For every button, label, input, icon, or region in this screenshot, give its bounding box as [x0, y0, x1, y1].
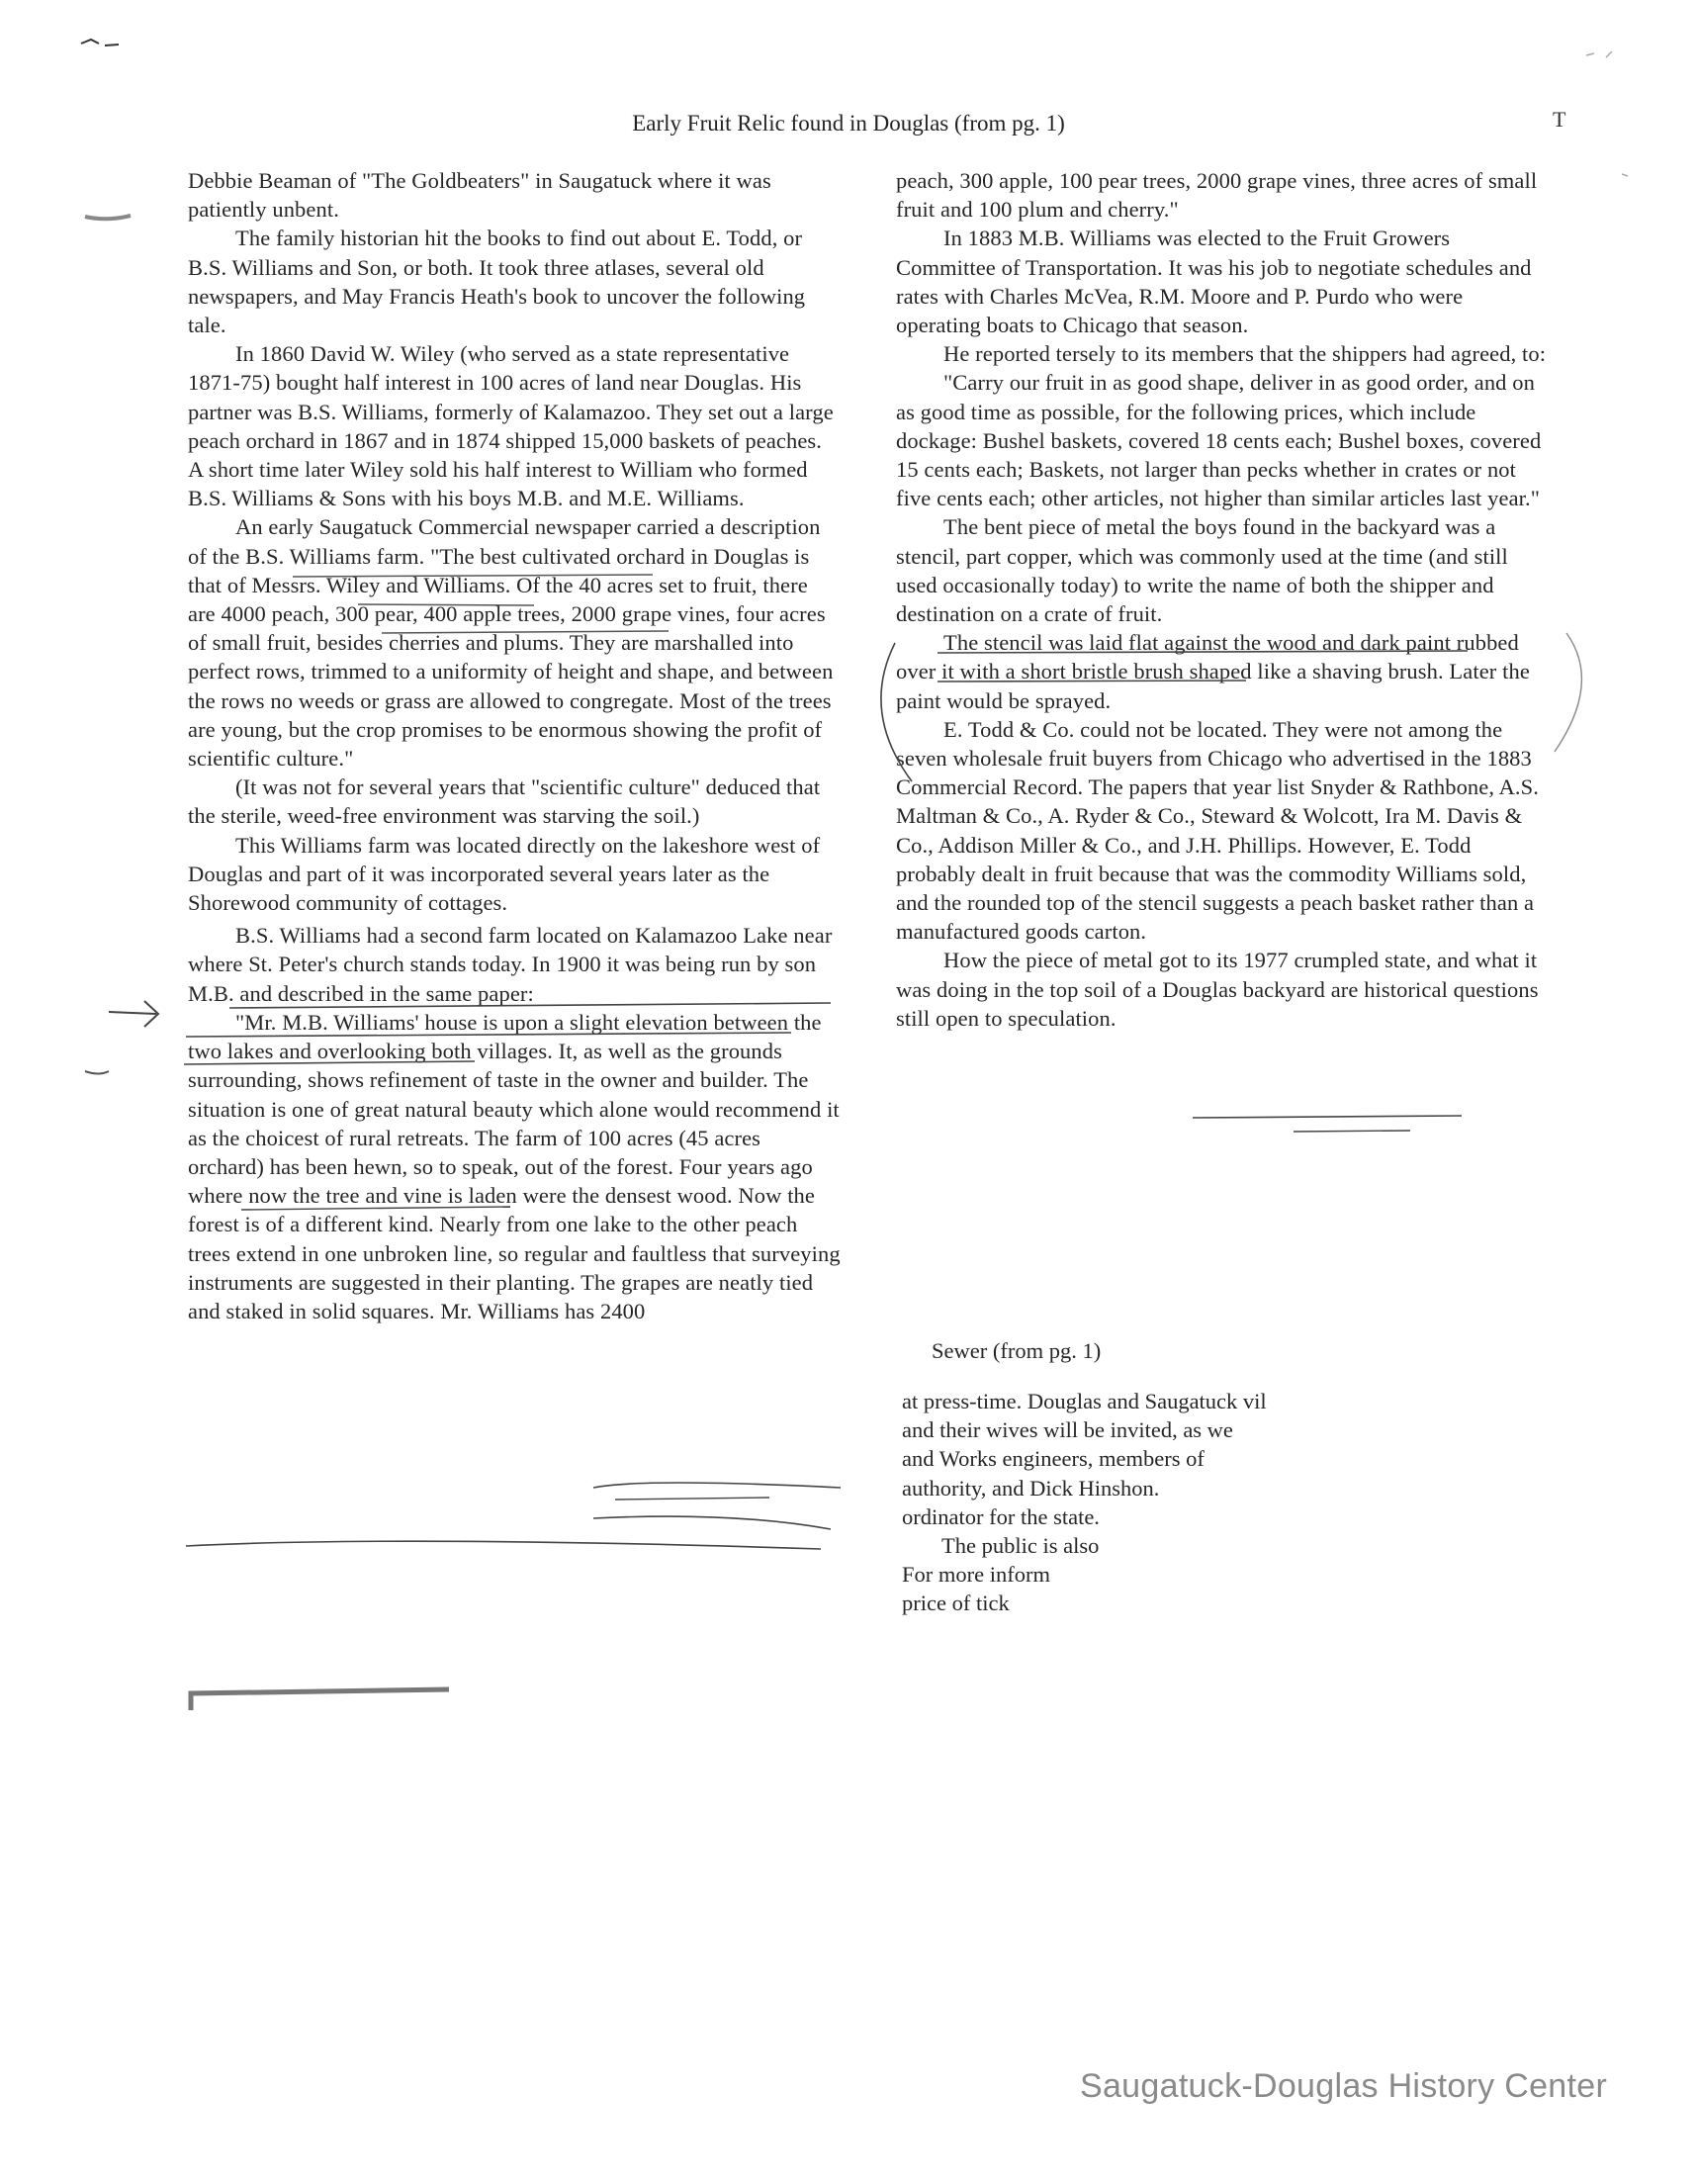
- circle-mark: [593, 1483, 841, 1529]
- underline: [358, 604, 534, 605]
- paragraph: In 1860 David W. Wiley (who served as a state representative 1871-75) bought half interest in 100 acres of land near Douglas. His partner was B.S. Williams, formerly of Kalamazoo. They set out a large peach orchard in 1867 and in 1874 shipped 15,000 baskets of peaches. A short time later Wiley sold his half interest to William who formed B.S. Williams & Sons with his boys M.B. and M.E. Williams.: [188, 341, 834, 511]
- arrow-icon: [109, 1001, 158, 1027]
- underline: [938, 651, 1468, 653]
- underline: [938, 681, 1246, 682]
- text-line: authority, and Dick Hinshon.: [902, 1475, 1160, 1501]
- paragraph: peach, 300 apple, 100 pear trees, 2000 grape vines, three acres of small fruit and 100 plum and cherry.": [896, 168, 1538, 223]
- paragraph: B.S. Williams had a second farm located on Kalamazoo Lake near where St. Peter's church stands today. In 1900 it was being run by son M.B. and described in the same paper:: [188, 923, 833, 1006]
- paragraph: The family historian hit the books to find out about E. Todd, or B.S. Williams and Son, or both. It took three atlases, several old newspapers, and May Francis Heath's book to uncover the following tale.: [188, 226, 806, 338]
- paragraph: E. Todd & Co. could not be located. They were not among the seven wholesale fruit buyers from Chicago who advertised in the 1883 Commercial Record. The papers that year list Snyder & Rathbone, A.S. Maltman & Co., A. Ryder & Co., Steward & Wolcott, Ira M. Davis & Co., Addison Miller & Co., and J.H. Phillips. However, E. Todd probably dealt in fruit because that was the commodity Williams sold, and the rounded top of the stencil suggests a peach basket rather than a manufactured goods carton.: [896, 716, 1539, 945]
- bracket-mark: [1555, 633, 1581, 752]
- margin-dash: [85, 216, 131, 219]
- paragraph: "Mr. M.B. Williams' house is upon a slight elevation between the two lakes and overlooking both villages. It, as well as the grounds surrounding, shows refinement of taste in the owner and builder. The situation is one of great natural beauty which alone would recommend it as the choicest of rural retreats. The farm of 100 acres (45 acres orchard) has been hewn, so to speak, out of the forest. Four years ago where now the tree and vine is laden were the densest wood. Now the forest is of a different kind. Nearly from one lake to the other peach trees extend in one unbroken line, so regular and faultless that surveying instruments are suggested in their planting. The grapes are neatly tied and staked in solid squares. Mr. Williams has 2400: [188, 1009, 841, 1323]
- scan-speck: [1586, 51, 1628, 176]
- paragraph: This Williams farm was located directly on the lakeshore west of Douglas and part of it was incorporated several years later as the Shorewood community of cottages.: [188, 832, 821, 916]
- text-line: ordinator for the state.: [902, 1503, 1100, 1529]
- bracket-mark: [881, 643, 912, 781]
- margin-dash: [85, 1071, 109, 1074]
- paragraph: In 1883 M.B. Williams was elected to the Fruit Growers Committee of Transportation. It was his job to negotiate schedules and rates with Charles McVea, R.M. Moore and P. Purdo who were operating boats to Chicago that season.: [896, 226, 1532, 338]
- margin-bracket: [191, 1689, 449, 1710]
- text-line: and Works engineers, members of: [902, 1446, 1205, 1472]
- underline: [615, 1498, 769, 1500]
- underline: [293, 575, 653, 577]
- text-line: price of tick: [902, 1591, 1010, 1616]
- text-line: at press-time. Douglas and Saugatuck vil: [902, 1389, 1267, 1413]
- text-line: The public is also: [941, 1533, 1100, 1559]
- underline: [1193, 1116, 1462, 1118]
- underline: [1294, 1131, 1410, 1132]
- text-line: For more inform: [902, 1562, 1050, 1588]
- section-title-sewer: Sewer (from pg. 1): [932, 1338, 1102, 1363]
- watermark: Saugatuck-Douglas History Center: [1080, 2067, 1608, 2105]
- paragraph: (It was not for several years that "scientific culture" deduced that the sterile, weed-free environment was starving the soil.): [188, 774, 821, 829]
- paragraph: The stencil was laid flat against the wood and dark paint rubbed over it with a short bristle brush shaped like a shaving brush. Later the paint would be sprayed.: [896, 630, 1530, 713]
- underline: [186, 1033, 791, 1037]
- paragraph: He reported tersely to its members that the shippers had agreed, to:: [943, 341, 1547, 367]
- text-line: and their wives will be invited, as we: [902, 1417, 1233, 1443]
- paragraph: "Carry our fruit in as good shape, deliver in as good order, and on as good time as possible, for the following prices, which include dockage: Bushel baskets, covered 18 cents each; Bushel boxes, covered 15 cents each; Baskets, not larger than pecks whether in crates or not five cents each; other articles, not higher than similar articles last year.": [896, 370, 1542, 511]
- underline: [186, 1541, 821, 1549]
- paragraph: The bent piece of metal the boys found in the backyard was a stencil, part copper, which was commonly used at the time (and still used occasionally today) to write the name of both the shipper and destination on a crate of fruit.: [896, 514, 1508, 627]
- underline: [184, 1061, 475, 1064]
- corner-mark: T: [1553, 107, 1566, 132]
- paragraph: Debbie Beaman of "The Goldbeaters" in Saugatuck where it was patiently unbent.: [188, 168, 771, 223]
- paragraph: How the piece of metal got to its 1977 crumpled state, and what it was doing in the top soil of a Douglas backyard are historical questions still open to speculation.: [896, 948, 1539, 1031]
- page-title: Early Fruit Relic found in Douglas (from pg. 1): [632, 111, 1065, 136]
- underline: [241, 1207, 510, 1210]
- scan-speck: [81, 40, 119, 46]
- underline: [382, 631, 669, 633]
- paragraph: An early Saugatuck Commercial newspaper carried a description of the B.S. Williams farm. "The best cultivated orchard in Douglas is that of Messrs. Wiley and Williams. Of the 40 acres set to fruit, there are 4000 peach, 300 pear, 400 apple trees, 2000 grape vines, four acres of small fruit, besides cherries and plums. They are marshalled into perfect rows, trimmed to a uniformity of height and shape, and between the rows no weeds or grass are allowed to congregate. Most of the trees are young, but the crop promises to be enormous showing the profit of scientific culture.": [188, 514, 834, 772]
- underline: [229, 1003, 831, 1008]
